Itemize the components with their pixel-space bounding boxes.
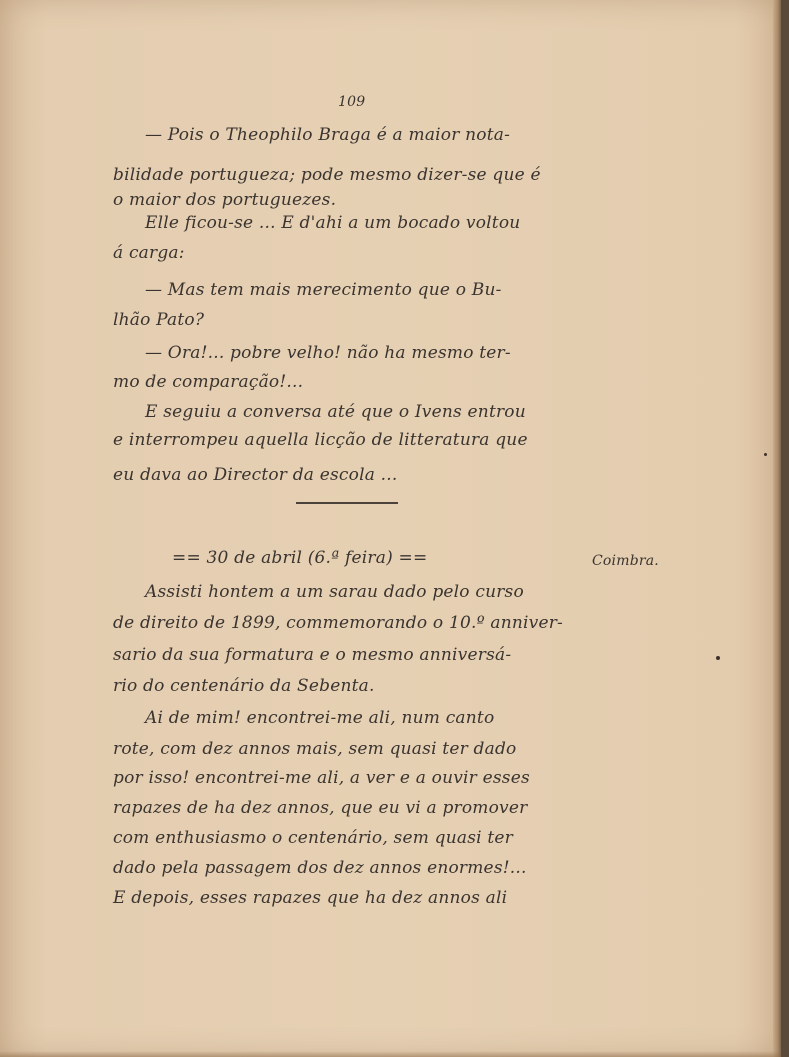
text-line: com enthusiasmo o centenário, sem quasi ter [113, 828, 514, 848]
entry-place: Coimbra. [592, 553, 659, 569]
text-line: Elle ficou-se ... E d'ahi a um bocado voltou [145, 213, 521, 233]
text-line: Assisti hontem a um sarau dado pelo curso [145, 582, 524, 602]
entry-date-heading: == 30 de abril (6.ª feira) == [172, 548, 428, 568]
text-line: á carga: [113, 243, 185, 263]
ink-spot [764, 453, 767, 456]
text-line: — Pois o Theophilo Braga é a maior nota- [145, 125, 511, 145]
text-line: — Ora!... pobre velho! não ha mesmo ter- [145, 343, 511, 363]
text-line: lhão Pato? [113, 310, 205, 330]
page-number: 109 [338, 94, 366, 110]
text-line: rote, com dez annos mais, sem quasi ter dado [113, 739, 517, 759]
text-line: Ai de mim! encontrei-me ali, num canto [145, 708, 495, 728]
text-line: E seguiu a conversa até que o Ivens entrou [145, 402, 526, 422]
text-line: rio do centenário da Sebenta. [113, 676, 375, 696]
text-line: rapazes de ha dez annos, que eu vi a promover [113, 798, 528, 818]
text-line: E depois, esses rapazes que ha dez annos ali [113, 888, 508, 908]
text-line: o maior dos portuguezes. [113, 190, 337, 210]
text-line: e interrompeu aquella licção de litteratura que [113, 430, 528, 450]
text-line: — Mas tem mais merecimento que o Bu- [145, 280, 502, 300]
text-line: mo de comparação!... [113, 372, 304, 392]
text-line: dado pela passagem dos dez annos enormes!... [113, 858, 527, 878]
section-divider [296, 502, 398, 504]
page-bottom-edge [0, 1051, 781, 1057]
text-line: de direito de 1899, commemorando o 10.º anniver- [113, 613, 563, 633]
page-edge [773, 0, 781, 1057]
text-line: por isso! encontrei-me ali, a ver e a ouvir esses [113, 768, 530, 788]
text-line: eu dava ao Director da escola ... [113, 465, 398, 485]
ink-spot [716, 656, 720, 660]
text-line: sario da sua formatura e o mesmo anniversá- [113, 645, 512, 665]
text-line: bilidade portugueza; pode mesmo dizer-se que é [113, 165, 541, 185]
